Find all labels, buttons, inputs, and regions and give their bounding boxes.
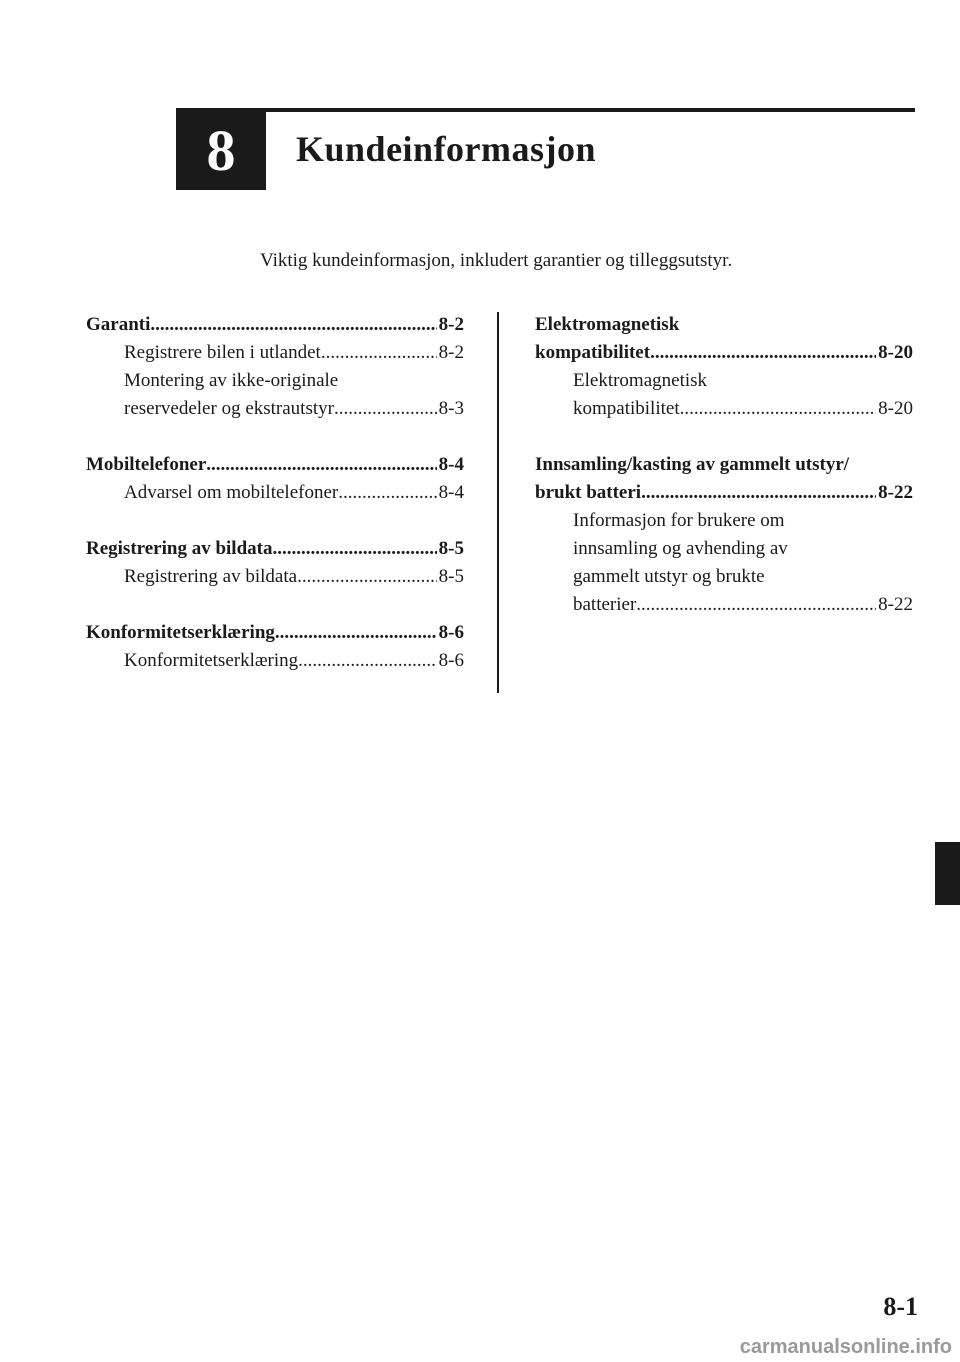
toc-entry[interactable]: Konformitetserklæring ..... 8-6 <box>86 619 464 647</box>
leader-dots <box>206 451 436 479</box>
toc-section-bildata <box>86 535 464 591</box>
chapter-number-box <box>176 112 266 190</box>
toc-subentry[interactable]: reservedeler og ekstrautstyr ..... 8-3 <box>86 395 464 423</box>
header-rule <box>176 108 915 112</box>
chapter-number: 8 <box>206 118 236 183</box>
leader-dots <box>321 339 437 367</box>
toc-entry[interactable]: kompatibilitet ..... 8-20 <box>535 339 913 367</box>
toc-entry[interactable]: Mobiltelefoner ..... 8-4 <box>86 451 464 479</box>
toc-section-garanti <box>86 311 464 423</box>
toc-entry[interactable]: brukt batteri ..... 8-22 <box>535 479 913 507</box>
toc-subentry-line[interactable]: Informasjon for brukere om <box>573 510 785 531</box>
leader-dots <box>636 591 876 619</box>
toc-right-column <box>535 311 913 647</box>
leader-dots <box>275 619 437 647</box>
toc-entry[interactable]: Registrering av bildata ..... 8-5 <box>86 535 464 563</box>
leader-dots <box>297 563 437 591</box>
toc-entry-line[interactable]: Innsamling/kasting av gammelt utstyr/ <box>535 454 850 475</box>
page-number: 8-1 <box>883 1292 918 1321</box>
toc-subentry-line[interactable]: Elektromagnetisk <box>573 370 708 391</box>
chapter-subtitle: Viktig kundeinformasjon, inkludert garantier og tilleggsutstyr. <box>260 250 733 271</box>
toc-subentry[interactable]: kompatibilitet ..... 8-20 <box>535 395 913 423</box>
toc-subentry[interactable]: Konformitetserklæring ..... 8-6 <box>86 647 464 675</box>
toc-subentry-line[interactable]: gammelt utstyr og brukte <box>573 566 765 587</box>
toc-entry[interactable]: Garanti ..... 8-2 <box>86 311 464 339</box>
chapter-thumb-tab <box>935 842 960 905</box>
toc-entry-line[interactable]: Elektromagnetisk <box>535 314 680 335</box>
leader-dots <box>150 311 436 339</box>
leader-dots <box>650 339 876 367</box>
leader-dots <box>641 479 876 507</box>
leader-dots <box>272 535 436 563</box>
leader-dots <box>298 647 437 675</box>
toc-section-konformitet <box>86 619 464 675</box>
leader-dots <box>338 479 436 507</box>
toc-subentry[interactable]: Registrering av bildata ..... 8-5 <box>86 563 464 591</box>
toc-subentry[interactable]: Registrere bilen i utlandet ..... 8-2 <box>86 339 464 367</box>
toc-left-column <box>86 311 464 703</box>
watermark: carmanualsonline.info <box>739 1336 952 1358</box>
toc-section-emc <box>535 311 913 423</box>
toc-section-mobiltelefoner <box>86 451 464 507</box>
chapter-title: Kundeinformasjon <box>296 129 597 169</box>
leader-dots <box>334 395 437 423</box>
leader-dots <box>680 395 877 423</box>
toc-subentry-line[interactable]: innsamling og avhending av <box>573 538 788 559</box>
toc-section-innsamling <box>535 451 913 619</box>
toc-subentry[interactable]: Advarsel om mobiltelefoner ..... 8-4 <box>86 479 464 507</box>
toc-subentry[interactable]: batterier ..... 8-22 <box>535 591 913 619</box>
column-divider <box>497 312 499 693</box>
toc-subentry-line[interactable]: Montering av ikke-originale <box>124 370 339 391</box>
